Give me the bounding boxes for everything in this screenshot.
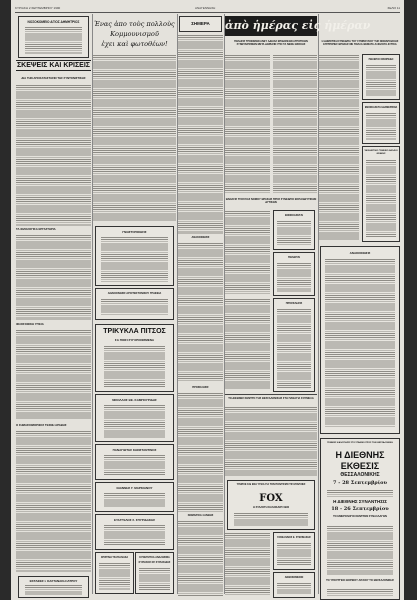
headline-line-3: ἐχει καὶ φωτοθέων!: [101, 40, 168, 48]
ad-title: ΑΝΘΟΚΟΜΕΙΟΝ: [284, 576, 304, 579]
article-text: [16, 234, 91, 320]
classified-box: [273, 252, 315, 296]
article-text: [225, 54, 270, 194]
article-heading: ΝΟΜΑΡΧΙΑ ΞΑΝΘΗΣ: [187, 514, 214, 517]
advertisement: [95, 444, 174, 480]
expo-text: [327, 489, 393, 497]
fox-advertisement: [227, 480, 315, 530]
ad-title: ΕΚΤΑΦΕΣ Ι. ΚΑΣΤΑΝΑΚΗ ΙΑΤΡΟΥ: [29, 579, 78, 583]
advertisement: [273, 532, 315, 570]
classified-title: ΕΝΟΙΚΙΑΖΕΤΑΙ ΔΙΑΜΕΡΙΣΜΑ: [364, 106, 398, 109]
article-text: [93, 54, 176, 222]
expo-title-2: ΕΚΘΕΣΙΣ: [340, 461, 380, 471]
article-text: [225, 298, 270, 390]
column-2: [93, 14, 176, 596]
ad-title: ΤΡΙΚΥΚΛΑ ΠΙΤΣΟΣ: [103, 328, 166, 335]
ad-text: [104, 454, 165, 476]
ad-title: ΝΟΣΟΚΟΜΕΙΟ ΑΓΙΟΣ ΔΗΜΗΤΡΙΟΣ: [27, 20, 80, 24]
ad-subtitle: Η ΣΥΛΛΟΓΗ ΚΑΛΟΚΑΙΡΙ 1990: [252, 506, 290, 509]
article-heading: ΤΟ ΔΙΕΘΝΕΣ ΚΕΝΤΡΟ ΤΗΣ ΘΕΣΣΑΛΟΝΙΚΗΣ ΣΤΗ ΠΑΝΑΓΙΑ ΣΟΥΜΕΛΑ: [228, 397, 314, 400]
article-text: [16, 329, 91, 419]
expo-text: [327, 588, 393, 596]
classified-box: [273, 210, 315, 250]
article-text: [319, 54, 359, 240]
column-title-banner: [225, 16, 371, 36]
headline-line-1: Ἑνας ἀπο τοὺς πολλοὺς: [94, 20, 175, 28]
advertisement: [95, 324, 174, 392]
ad-text: [277, 542, 311, 566]
article-text: [178, 520, 223, 596]
article-text: [16, 430, 91, 572]
article-text: [16, 84, 91, 226]
advertisement: [135, 552, 174, 594]
article-heading: ΠΩΛΗΣΙΣ ΤΡΟΦΙΜΩΝ ΑΝΕΥ ΑΔΕΙΑΣ ΕΠΙΔΟΣΕΩΝ ΑΓΡΟΤΙΚΩΝ ΣΥΝΕΤΑΙΡΙΣΜΩΝ ΜΕΤΑ ΔΩΡΗΣΙΝ ΥΠΟ ΤΑ ΝΕΦΗ ΘΡΑΚΗΣ: [234, 40, 308, 47]
classified-title: ΕΝΟΙΚΙΑΖΕΤΑΙ: [284, 214, 304, 217]
ad-title: ΝΙΚΟΛΑΟΣ ΘΕ. ΚΑΜΠΟΥΡΙΔΗΣ: [112, 398, 157, 402]
classified-box: [273, 298, 315, 392]
article-text: [178, 392, 223, 512]
header-paper-name: ΑΝΑΓΕΝΝΗΣΗ: [195, 6, 216, 10]
advertisement: [273, 572, 315, 598]
ad-text: [104, 492, 165, 508]
classified-text: [366, 64, 396, 96]
fox-logo: FOX: [259, 493, 283, 504]
expo-text: [327, 525, 393, 575]
ad-text: [25, 584, 82, 595]
expo-advertisement: [320, 438, 400, 600]
notice-text: [101, 298, 168, 316]
notice-title: ΓΝΩΣΤΟΠΟΙΗΣΙΣ: [122, 230, 147, 234]
article-text: [225, 406, 317, 476]
classified-box: [362, 102, 400, 144]
article-text: [225, 532, 270, 596]
classified-text: [277, 220, 311, 246]
classified-text: [366, 112, 396, 140]
article-text: [178, 242, 223, 382]
article-text-right: [273, 54, 317, 194]
ad-text: [104, 524, 165, 546]
header-page-number: ΣΕΛΙΣ 11: [387, 6, 400, 10]
advertisement: [95, 394, 174, 442]
ad-subtitle: ΣΑ ΠΙΟΣΙ ΣΥΓΧΡΟΝΙΣΜΕΝΑ: [114, 338, 155, 342]
classified-text: [366, 159, 396, 237]
article-heading: ΔΙΑ ΤΗΝ ΑΠΟΚΑΤΑΣΤΑΣΙΝ ΤΗΣ ΣΥΝΤΟΝΙΣΤΙΚΗΣ: [21, 76, 86, 80]
header-date: ΚΥΡΙΑΚΗ 2 ΣΕΠΤΕΜΒΡΙΟΥ 1990: [15, 6, 61, 10]
notice-text: [101, 236, 168, 282]
ad-text: [104, 404, 165, 438]
expo-footer: ΤΟ ΥΠΟΥΡΓΕΙΟ ΒΟΡΕΙΟΥ ΑΙΓΑΙΟΥ ΤΟ ΘΕΣΣΑΛΟΝΙΚΗΣ: [326, 579, 394, 582]
ad-title: ΕΥΑΓΓΕΛΟΣ Σ. ΣΠΥΡΙΔΑΚΗΣ: [113, 518, 156, 522]
ad-title: ΠΑΝΑΓΙΩΤΗΣ ΚΩΝΣΤΑΝΤΙΝΟΣ: [112, 448, 157, 452]
ad-heading: ΥΠΗΡΧΕ ΚΑΙ ΕΝΑ ΥΓΕΙΑ ΓΙΑ ΤΟΝ ΠΟΛΙΤΙΣΜΟ ΤΙΣ ΕΠΑΡΧΙΕΣ: [236, 483, 306, 486]
ad-text: [25, 26, 82, 54]
ad-title: ΓΑΡΔΑΛΙΝΟΣ Ε. ΣΤΕΣΙΝΑΚΗΣ: [277, 536, 311, 539]
expo-note: ΤΟ ΗΜΕΡΟΛΟΓΙΟ ΚΕΝΤΡΩΝ ΣΥΝΑΛΛΑΓΩΝ: [333, 515, 387, 518]
classified-title: ΠΡΟΣΚΛΗΣΙΣ: [285, 302, 303, 305]
notice-title: ΑΝΑΚΟΙΝΩΣΙΣ ΑΡΧΙΤΕΚΤΟΝΙΚΟΥ ΓΡΑΦΕΙΑ: [107, 292, 162, 295]
headline-line-2: Κομμουνισμοῦ: [110, 30, 159, 38]
classified-title: ΤΑΞΙΔΙΩΤΙΚΟ ΓΡΑΦΕΙΟ ΔΕΛΦΟΙ ΘΡΑΚΗΣ: [364, 150, 398, 155]
masthead-box: [179, 16, 222, 32]
article-heading: ΑΝΑΚΟΙΝΩΣΙΣ: [191, 236, 210, 239]
ad-text: [104, 345, 165, 387]
column-5: [319, 14, 401, 596]
expo-dates-2: 18 - 26 Σεπτεμβρίου: [331, 506, 389, 512]
article-text: [225, 210, 270, 294]
column-3: [178, 14, 223, 596]
announcement-heading: ΑΝΑΚΟΙΝΩΣΙΣ: [349, 251, 371, 255]
ad-text: [234, 512, 308, 526]
classified-text: [277, 262, 311, 292]
advertisement: [95, 552, 134, 594]
expo-title: Η ΔΙΕΘΝΗΣ: [335, 450, 385, 460]
expo-top-line: ΓΕΝΙΚΕΣ ΚΑΛΟΓΙΑΣΙΣ ΣΤΟ ΣΤΑΘΜΟ ΠΡΟΣ ΤΗΝ ΘΕΣΣΑΛΟΝΙΚΗ: [327, 442, 393, 444]
column-title: ἀπὸ ἡμέρας εἰς ἡμέραν: [225, 19, 371, 32]
article-heading: Η ΔΗΜΟΤΙΚΗ ΣΥΝΕΔΡΙΑ ΤΟΥ ΣΥΜΒΟΥΛΙΟΥ ΤΗΣ ΝΟΜΑΡΧΙΑΚΗΣ ΕΠΙΤΡΟΠΗΣ ΘΡΑΚΗΣ ΜΕ ΠΟΛΛΑ ΘΕΜΑΤΑ ΑΞΙΟΛΟΓΑ ΔΥΤΙΚΑ: [321, 40, 399, 47]
article-heading: ΤΑ ΦΙΛΟΛΟΓΙΚΑ ΕΡΓΑΣΤΗΡΙΑ: [16, 227, 56, 231]
article-heading: ΦΙΛΟΣΟΦΙΚΗ ΥΓΙΕΙΑ: [16, 322, 44, 326]
ad-text: [277, 582, 311, 594]
ad-title: ΙΩΑΝΝΗΣ Γ. ΜΑΡΚΙΑΝΟΥ: [116, 486, 153, 490]
ad-text: [139, 567, 170, 590]
article-text: [178, 34, 223, 234]
classified-text: [277, 308, 311, 388]
ad-text: [99, 562, 130, 590]
classified-title: ΠΩΛΕΙΤΑΙ ΟΙΚΟΠΕΔΟ: [368, 58, 394, 61]
ad-title: ΧΡΙΣΤΙΝΗ ΤΣΑΠΗ-ΝΑΚΑ: [100, 556, 129, 559]
advertisement: [95, 514, 174, 550]
ad-title: ΚΥΝΗΓΕΤΙΚΑ ΑΝΑΛΩΣΙΜΑ: [139, 556, 170, 559]
article-heading: Ο ΣΗΜΑΣΙΟΜΟΡΦΟΣ ΤΕΧΝΗ ΑΡΑΒΗΣ: [16, 423, 67, 427]
ad-subtitle: ΚΥΡΙΑΚΟΣ ΧΡ. ΚΥΡΙΑΚΙΔΗΣ: [138, 561, 171, 564]
expo-dates: 7 - 28 Σεπτεμβρίου: [333, 480, 387, 486]
classified-title: ΠΩΛΕΙΤΑΙ: [287, 256, 301, 259]
notice-box: [95, 288, 174, 320]
announcement-list: [320, 246, 400, 434]
section-heading: ΣΚΕΨΕΙΣ ΚΑΙ ΚΡΙΣΕΙΣ: [16, 62, 91, 69]
expo-city: ΘΕΣΣΑΛΟΝΙΚΗΣ: [340, 472, 380, 478]
expo-subtitle: Η ΔΙΕΘΝΗΣ ΣΥΝΑΝΤΗΣΙΣ: [333, 499, 387, 504]
article-heading: ΠΡΟΣΚΛΗΣΙΣ: [192, 386, 209, 389]
announcement-text: [325, 258, 395, 428]
masthead-label: ΣΗΜΕΡΑ: [191, 21, 210, 26]
classified-box: [362, 146, 400, 242]
page-header: [15, 4, 400, 13]
classified-box: [362, 54, 400, 100]
article-heading: ΘΑΝΑΣΙΣ ΤΣΟΥΛΙΑΣ ΝΟΜΟΥ ΘΡΑΚΗΣ ΠΡΟΣ ΣΥΝΕΔΡΙΟ ΕΚΠΑΙΔΕΥΤΙΚΩΝ ΔΥΤΙΚΩΝ: [225, 198, 317, 205]
advertisement: [95, 482, 174, 512]
newspaper-page: [11, 0, 404, 600]
notice-box: [95, 226, 174, 286]
column-1: [16, 14, 91, 596]
top-advertisement: [18, 16, 89, 58]
bottom-advertisement: [18, 576, 89, 598]
